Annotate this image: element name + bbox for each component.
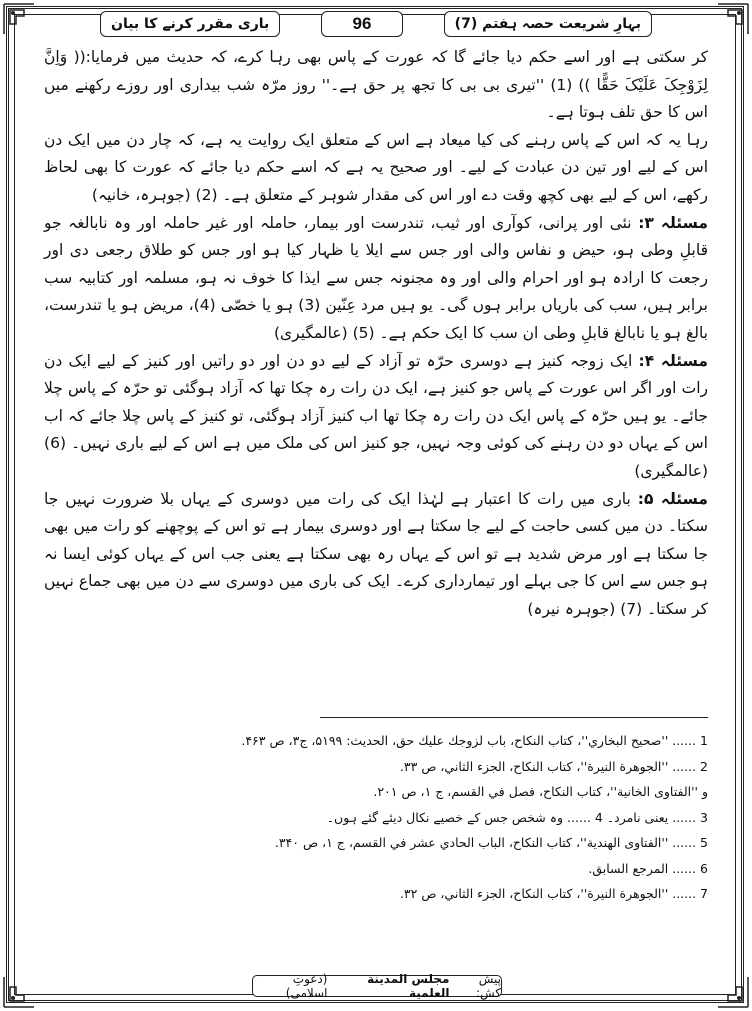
footnote: و ''الفتاوی الخانیة''، کتاب النکاح، فصل في القسم، ج ۱، ص ۲۰۱. [373,784,708,799]
footnote-divider [320,717,708,718]
footnote: 3 ...... یعنی نامرد۔ 4 ...... وہ شخص جس کے خصیے نکال دیئے گئے ہوں۔ [326,809,708,825]
corner-ornament-icon [716,975,750,1009]
masala-text: نئی اور پرانی، کوآری اور ثیب، تندرست اور بیمار، حاملہ اور غیر حاملہ اور وہ نابالغہ جو قابلِ وطی ہو، حیض و نفاس والی اور جس سے ایلا یا ظہار کیا ہو اور جس کو طلاق رجعی دی اور رجعت کا ارادہ ہو اور احرام والی اور وہ مجنونہ جس سے ایذا کا خوف نہ ہو، مسلمہ اور کتابیہ سب برابر ہیں، سب کی باریاں برابر ہوں گی۔ یو ہیں مرد عِنّین (3) ہو یا خصّی (4)، مریض ہو یا تندرست، بالغ ہو یا نابالغ قابلِ وطی ان سب کا ایک حکم ہے۔ (5) (عالمگیری) [44,213,708,342]
footer-suffix: (دعوتِ اسلامی) [285,972,328,1000]
book-title: بہارِ شریعت حصہ ہفتم (7) [444,11,652,37]
main-text [44,44,708,623]
masala-label: مسئلہ ۴: [638,351,708,370]
masala-5 [44,486,708,624]
paragraph: کر سکتی ہے اور اسے حکم دیا جائے گا کہ عورت کے پاس بھی رہا کرے، کہ حدیث میں فرمایا:(( وَاِنَّ لِزَوْجِکَ عَلَیْکَ حَقًّا )) (1) ''تیری بی بی کا تجھ پر حق ہے۔'' روز مرّہ شب بیداری اور روزے رکھنے میں اس کا حق تلف ہوتا ہے۔ [44,48,709,122]
footnote: 6 ...... المرجع السابق. [588,860,708,876]
masala-label: مسئلہ ۳: [638,213,708,232]
footer-prefix: پیش کش: [475,972,501,1000]
footnote: 1 ...... ''صحیح البخاري''، کتاب النکاح، باب لزوجك علیك حق، الحدیث: ۵۱۹۹، ج۳، ص ۴۶۳. [241,733,708,748]
page-footer [252,972,502,1000]
masala-text: باری میں رات کا اعتبار ہے لہٰذا ایک کی رات میں دوسری کے یہاں بلا ضرورت نہیں جا سکتا۔ دن میں کسی حاجت کے لیے جا سکتا ہے اور دوسری بیمار ہے تو اس کے پوچھنے کو رات میں بھی جا سکتا ہے اور مرض شدید ہے تو اس کے یہاں رہ بھی سکتا ہے یعنی جب اس کے یہاں کوئی ایسا نہ ہو جس سے اس کا جی بہلے اور تیمارداری کرے۔ ایک کی باری میں دوسری سے دن میں بھی جماع نہیں کر سکتا۔ (7) (جوہرہ نیرہ) [44,489,708,618]
corner-ornament-icon [2,2,36,36]
corner-ornament-icon [2,975,36,1009]
footnote: 2 ...... ''الجوهرة النیرة''، کتاب النکاح، الجزء الثاني، ص ۳۳. [399,758,708,774]
page-header [100,10,652,38]
footer-org: مجلس المدینة العلمیة [367,972,450,1000]
footnote: 5 ...... ''الفتاوی الهندیة''، کتاب النکاح، الباب الحادي عشر في القسم، ج ۱، ص ۳۴۰. [274,835,708,850]
footnotes [44,728,708,907]
masala-3 [44,210,708,348]
paragraph: رہا یہ کہ اس کے پاس رہنے کی کیا میعاد ہے اس کے متعلق ایک روایت یہ ہے، کہ چار دن میں ایک دن اس کے لیے اور تین دن عبادت کے لیے۔ اور صحیح یہ ہے کہ اسے حکم دیا جائے کہ عورت کا بھی لحاظ رکھے، اس کے لیے بھی کچھ وقت دے اور اس کی مقدار شوہر کے متعلق ہے۔ (2) (جوہرہ، خانیہ) [44,130,708,204]
masala-4 [44,348,708,486]
masala-label: مسئلہ ۵: [637,489,708,508]
page-number: 96 [321,11,403,37]
masala-text: ایک زوجہ کنیز ہے دوسری حرّہ تو آزاد کے لیے دو دن اور دو راتیں اور کنیز کے لیے ایک دن رات اور اگر اس عورت کے پاس جو کنیز ہے، ایک دن رات رہ چکا تھا کہ آزاد ہوگئی تو حرّہ کے پاس چلا جائے۔ یو ہیں حرّہ کے پاس ایک دن رات رہ چکا تھا اب کنیز آزاد ہوگئی، تو کنیز کے پاس چلا جائے کہ اب اس کے یہاں دو دن رہنے کی کوئی وجہ نہیں، جو کنیز اس کی ملک میں ہے اس کے لیے باری نہیں۔ (6) (عالمگیری) [44,351,708,480]
chapter-title: باری مقرر کرنے کا بیان [100,11,280,37]
corner-ornament-icon [716,2,750,36]
footnote: 7 ...... ''الجوهرة النیرة''، کتاب النکاح، الجزء الثاني، ص ۳۲. [399,886,708,901]
